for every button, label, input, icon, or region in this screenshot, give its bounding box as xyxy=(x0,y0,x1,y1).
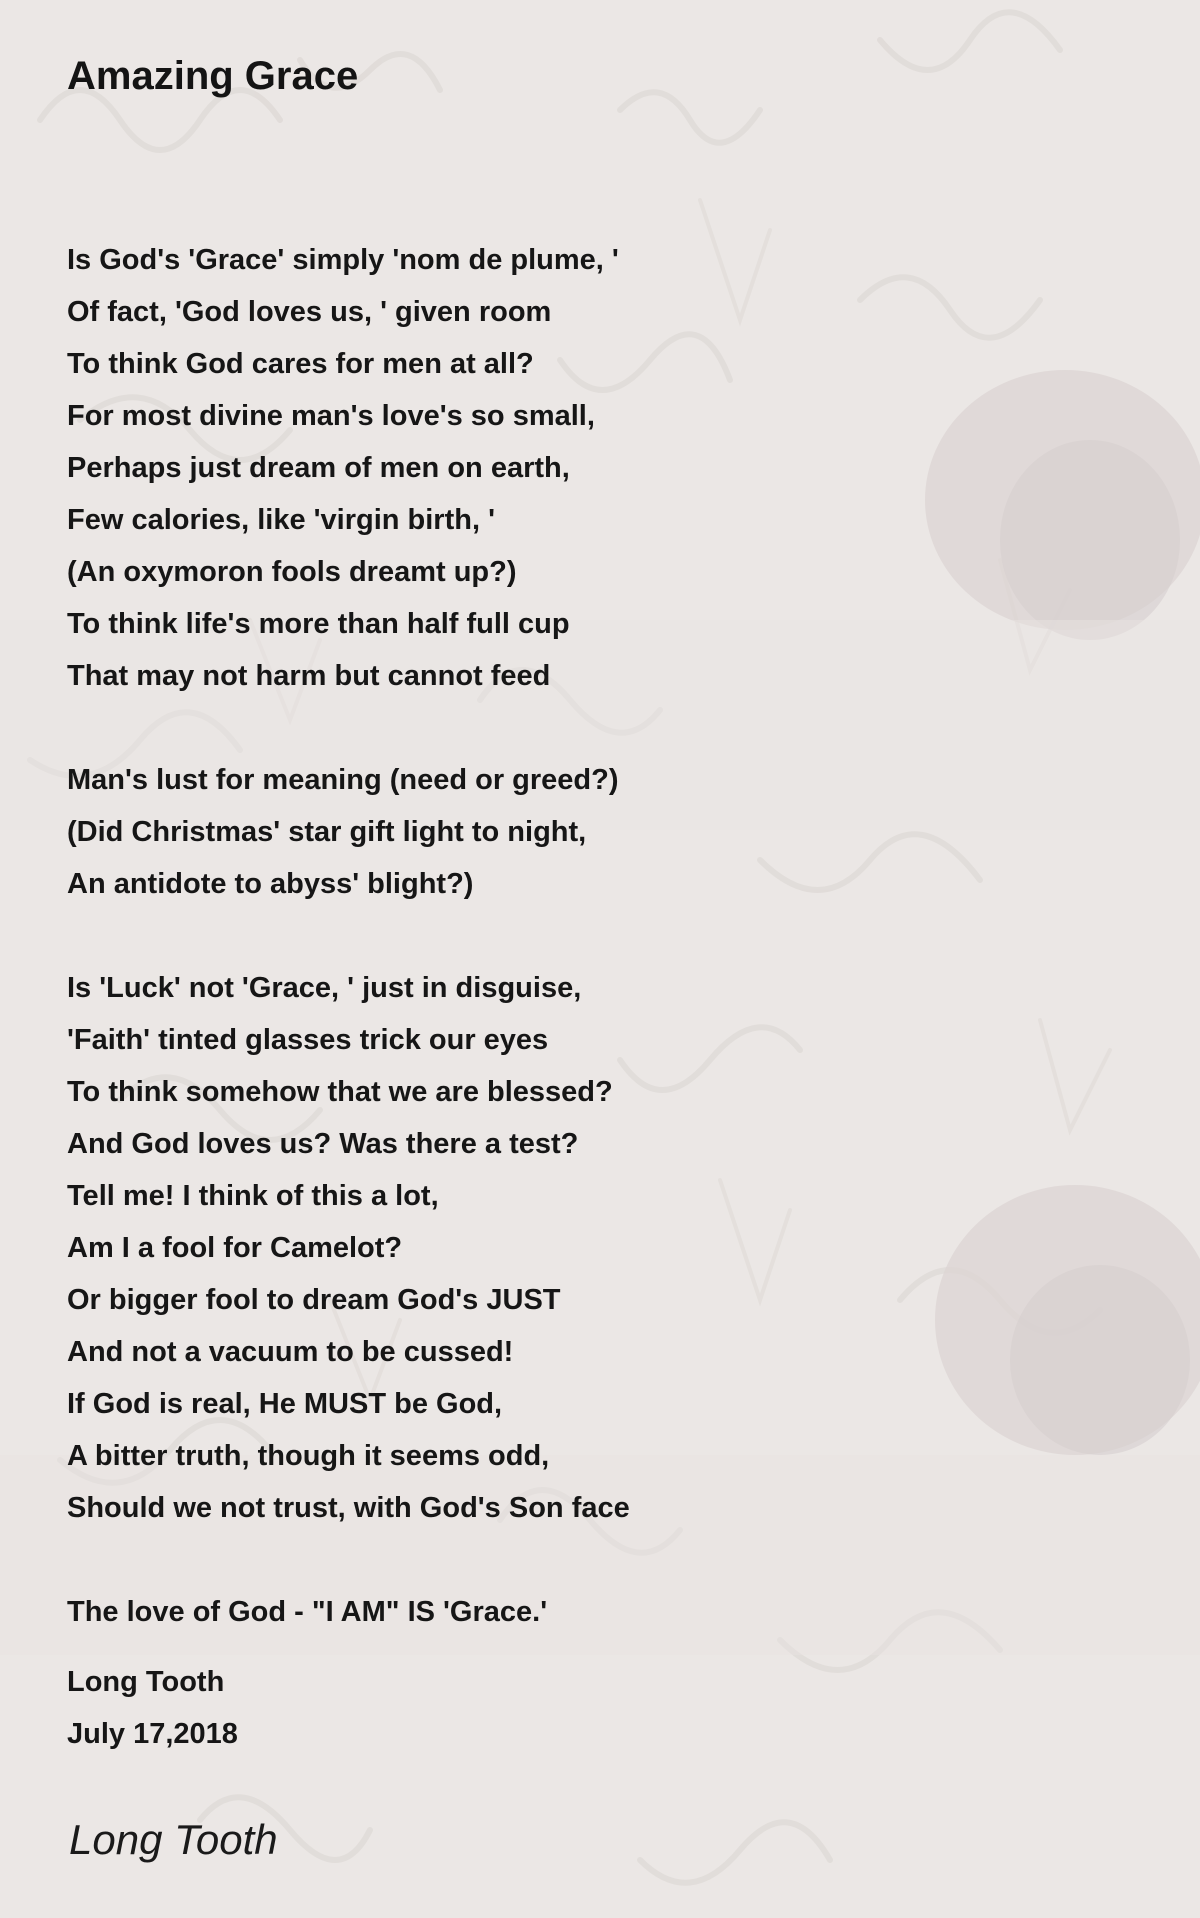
poem-line: 'Faith' tinted glasses trick our eyes xyxy=(67,1024,549,1056)
author-name: Long Tooth xyxy=(67,1666,225,1698)
poem-body xyxy=(67,234,630,1690)
poem-title: Amazing Grace xyxy=(67,54,359,98)
poem-container xyxy=(67,46,1127,1628)
poem-line: For most divine man's love's so small, xyxy=(67,400,595,432)
poem-line: A bitter truth, though it seems odd, xyxy=(67,1440,550,1472)
author-signature: Long Tooth xyxy=(69,1816,278,1863)
poem-line: (An oxymoron fools dreamt up?) xyxy=(67,556,517,588)
author-block xyxy=(67,1656,238,1760)
poem-line: Or bigger fool to dream God's JUST xyxy=(67,1284,561,1316)
stanza-1 xyxy=(67,234,630,702)
stanza-3 xyxy=(67,962,630,1534)
poem-line: Perhaps just dream of men on earth, xyxy=(67,452,570,484)
poem-line: That may not harm but cannot feed xyxy=(67,660,551,692)
poem-line: (Did Christmas' star gift light to night, xyxy=(67,816,587,848)
poem-line: Few calories, like 'virgin birth, ' xyxy=(67,504,495,536)
poem-line: The love of God - "I AM" IS 'Grace.' xyxy=(67,1596,548,1628)
poem-line: To think life's more than half full cup xyxy=(67,608,570,640)
poem-line: Is God's 'Grace' simply 'nom de plume, ' xyxy=(67,244,619,276)
poem-line: An antidote to abyss' blight?) xyxy=(67,868,474,900)
stanza-4 xyxy=(67,1586,630,1638)
poem-line: Should we not trust, with God's Son face xyxy=(67,1492,630,1524)
poem-line: Man's lust for meaning (need or greed?) xyxy=(67,764,619,796)
poem-line: And God loves us? Was there a test? xyxy=(67,1128,579,1160)
poem-line: If God is real, He MUST be God, xyxy=(67,1388,503,1420)
poem-line: And not a vacuum to be cussed! xyxy=(67,1336,514,1368)
stanza-2 xyxy=(67,754,630,910)
poem-line: Is 'Luck' not 'Grace, ' just in disguise, xyxy=(67,972,582,1004)
poem-line: To think somehow that we are blessed? xyxy=(67,1076,613,1108)
poem-line: Am I a fool for Camelot? xyxy=(67,1232,403,1264)
poem-line: To think God cares for men at all? xyxy=(67,348,534,380)
poem-line: Tell me! I think of this a lot, xyxy=(67,1180,439,1212)
poem-date: July 17,2018 xyxy=(67,1718,238,1750)
poem-line: Of fact, 'God loves us, ' given room xyxy=(67,296,552,328)
